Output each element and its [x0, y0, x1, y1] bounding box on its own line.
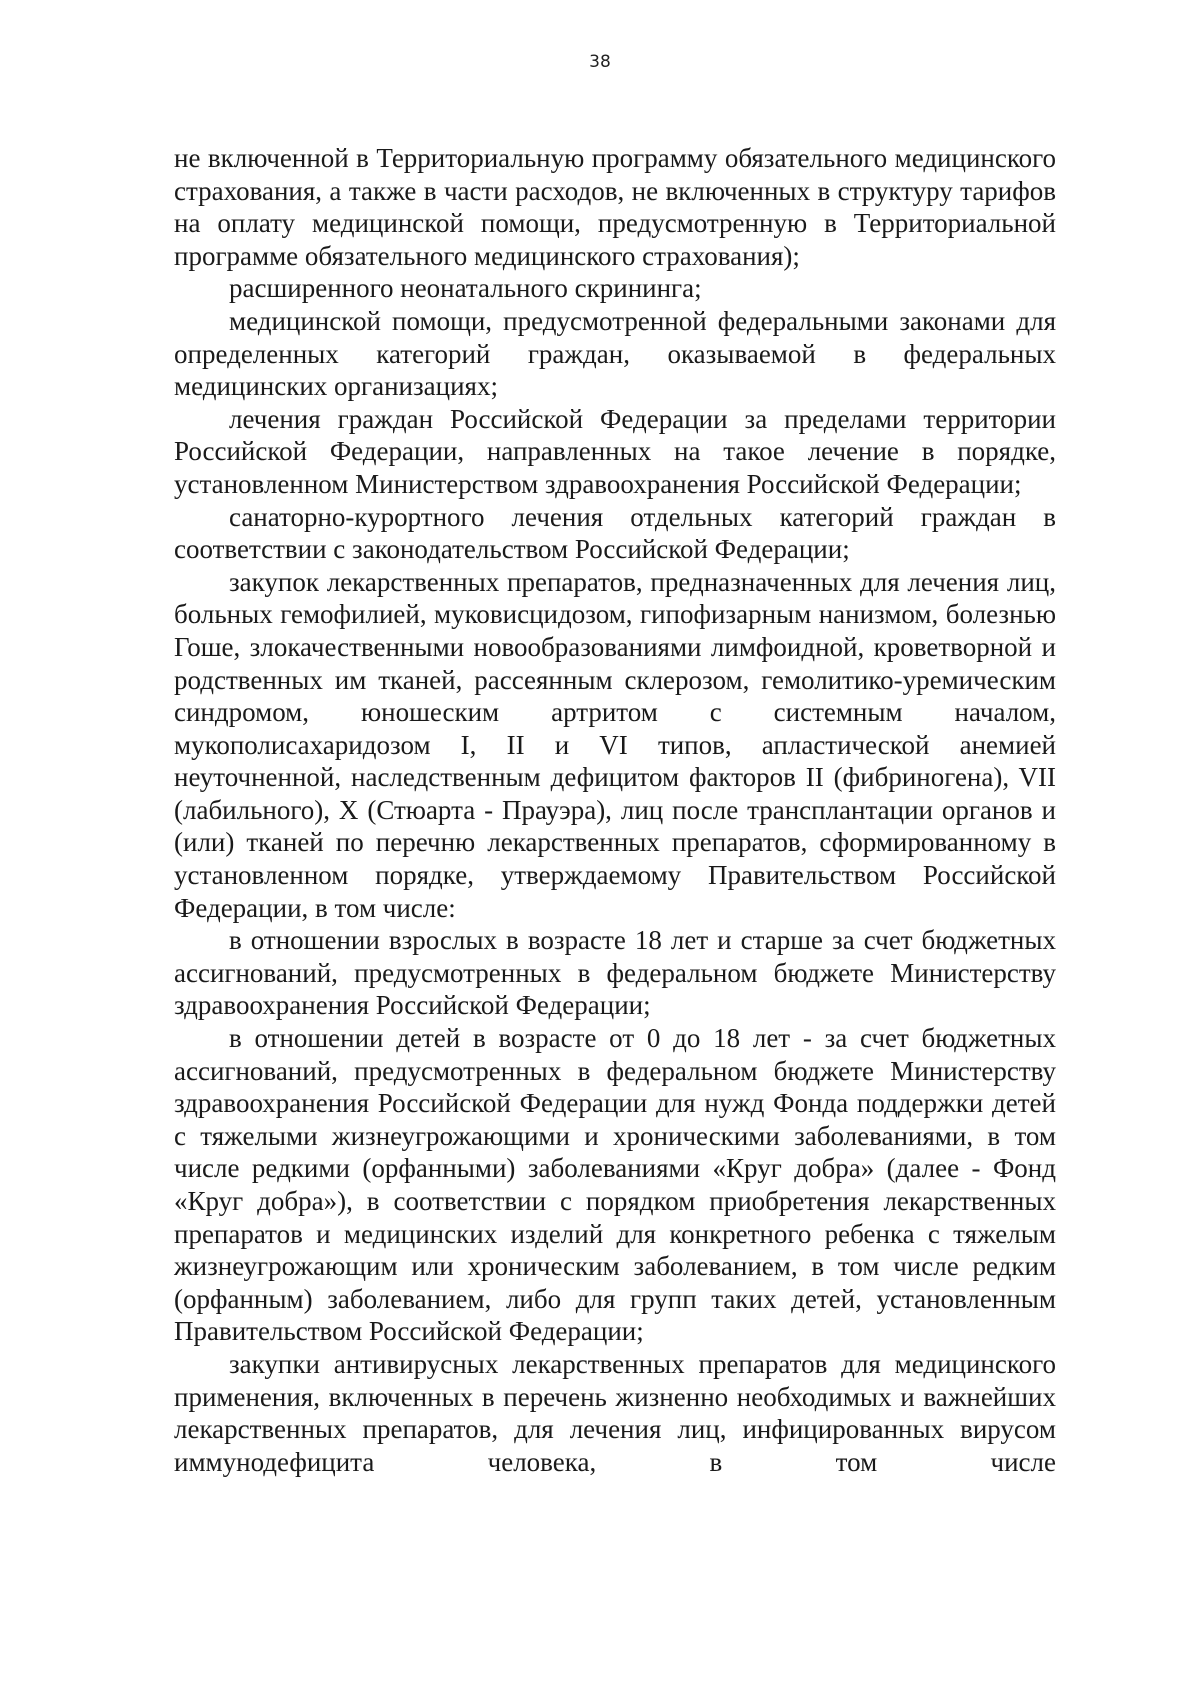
paragraph-children: в отношении детей в возрасте от 0 до 18 лет - за счет бюджетных ассигнований, предусмотренных в федеральном бюджете Министерству здравоохранения Российской Федерации для нужд Фонда поддержки детей с тяжелыми жизнеугрожающими и хроническими заболеваниями, в том числе редкими (орфанными) заболеваниями «Круг добра» (далее - Фонд «Круг добра»), в соответствии с порядком приобретения лекарственных препаратов и медицинских изделий для конкретного ребенка с тяжелым жизнеугрожающим или хроническим заболеванием, в том числе редким (орфанным) заболеванием, либо для групп таких детей, установленным Правительством Российской Федерации; [174, 1023, 1056, 1347]
paragraph-neonatal-screening: расширенного неонатального скрининга; [229, 273, 702, 304]
paragraph-adults: в отношении взрослых в возрасте 18 лет и старше за счет бюджетных ассигнований, предусмотренных в федеральном бюджете Министерству здравоохранения Российской Федерации; [174, 925, 1056, 1021]
paragraph-sanatorium-treatment: санаторно-курортного лечения отдельных категорий граждан в соответствии с законодательством Российской Федерации; [174, 501, 1056, 565]
paragraph-drug-purchases: закупок лекарственных препаратов, предназначенных для лечения лиц, больных гемофилией, муковисцидозом, гипофизарным нанизмом, болезнью Гоше, злокачественными новообразованиями лимфоидной, кроветворной и родственных им тканей, рассеянным склерозом, гемолитико-уремическим синдромом, юношеским артритом с системным началом, мукополисахаридозом I, II и VI типов, апластической анемией неуточненной, наследственным дефицитом факторов II (фибриногена), VII (лабильного), X (Стюарта - Прауэра), лиц после трансплантации органов и (или) тканей по перечню лекарственных препаратов, сформированному в установленном порядке, утверждаемому Правительством Российской Федерации, в том числе: [174, 566, 1056, 923]
paragraph-antiviral-purchases: закупки антивирусных лекарственных препаратов для медицинского применения, включенных в перечень жизненно необходимых и важнейших лекарственных препаратов, для лечения лиц, инфицированных вирусом иммунодефицита человека, в том числе [174, 1348, 1056, 1477]
paragraph-treatment-abroad: лечения граждан Российской Федерации за пределами территории Российской Федерации, направленных на такое лечение в порядке, установленном Министерством здравоохранения Российской Федерации; [174, 403, 1056, 499]
document-body [174, 142, 1056, 1478]
paragraph-continuation: не включенной в Территориальную программу обязательного медицинского страхования, а также в части расходов, не включенных в структуру тарифов на оплату медицинской помощи, предусмотренную в Территориальной программе обязательного медицинского страхования); [174, 143, 1056, 271]
page-number: 38 [589, 52, 611, 72]
paragraph-federal-medical-help: медицинской помощи, предусмотренной федеральными законами для определенных категорий граждан, оказываемой в федеральных медицинских организациях; [174, 305, 1056, 402]
